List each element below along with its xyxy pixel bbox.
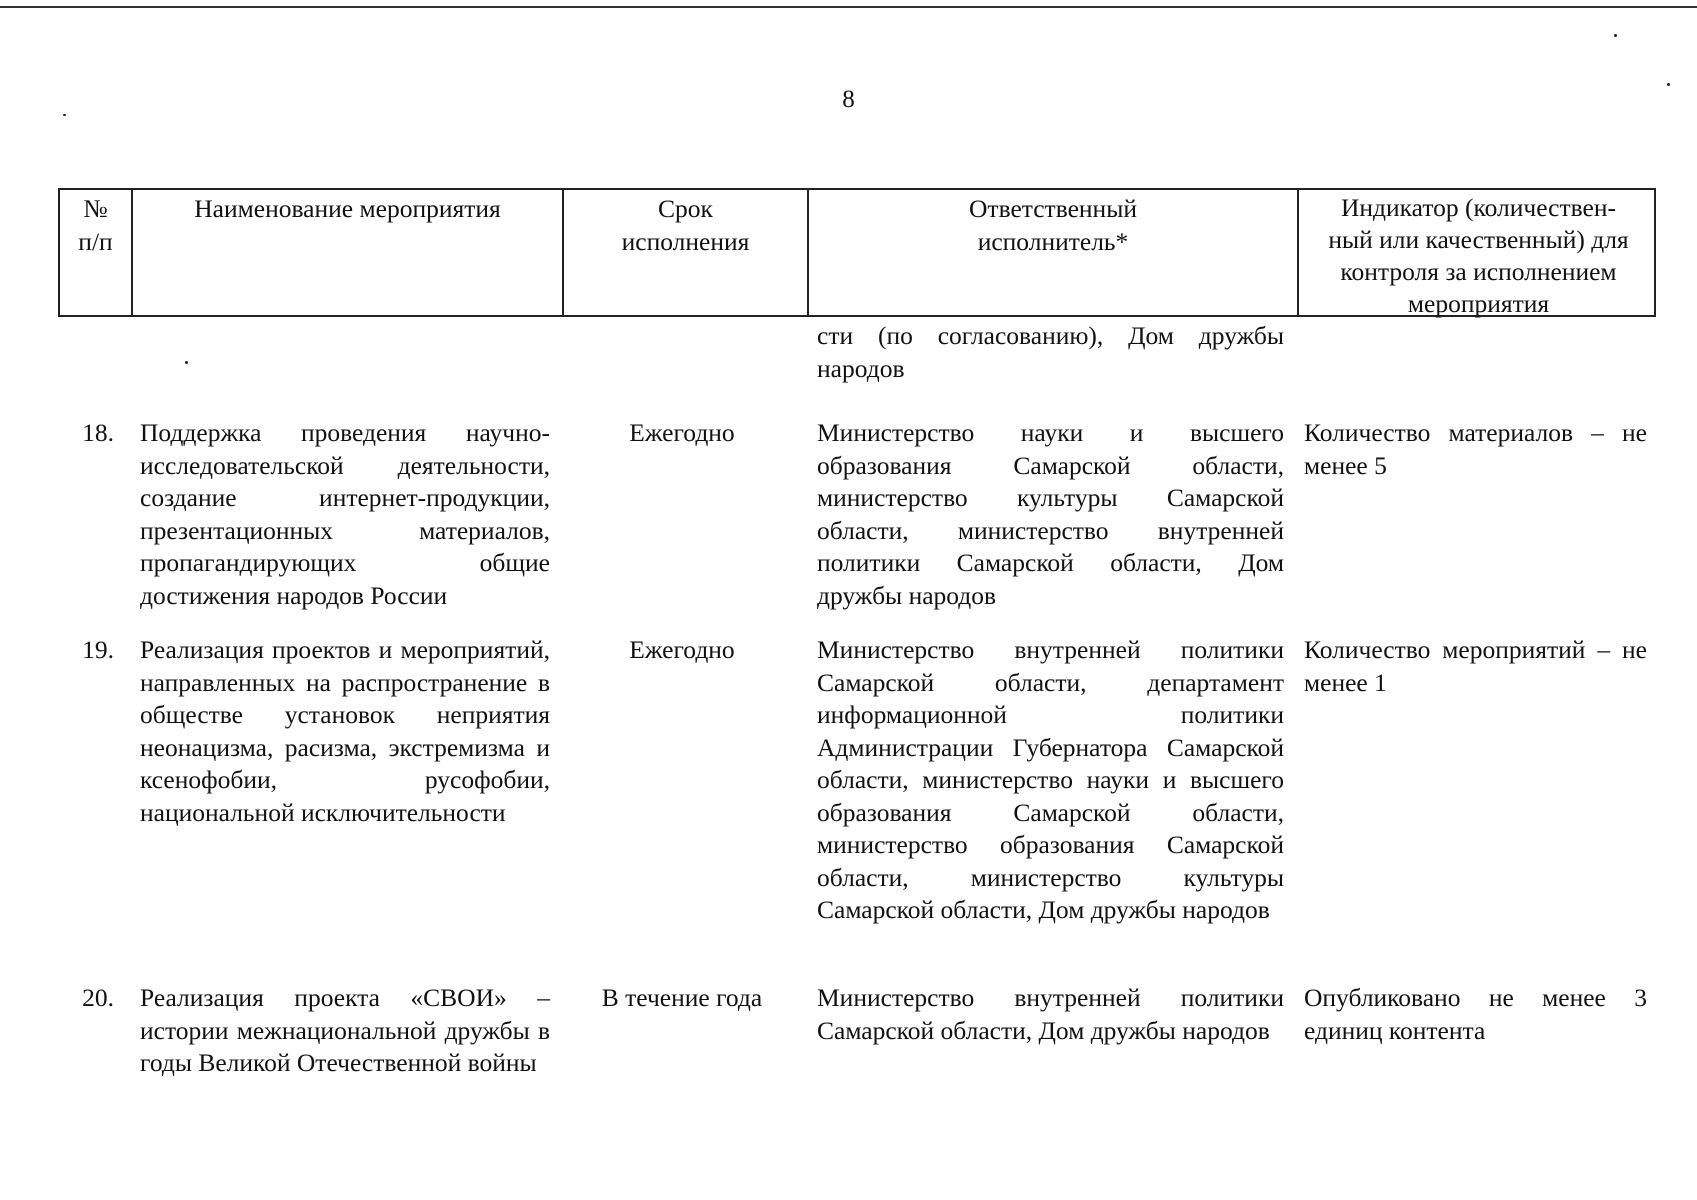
continuation-responsible: сти (по согласованию), Дом дружбы народов: [817, 321, 1284, 383]
header-indicator: Индикатор (количествен- ный или качественный) для контроля за исполнением мероприятия: [1297, 190, 1658, 315]
row-activity-name: Поддержка проведения научно-исследовательской деятельности, создание интернет-продукции, презентационных материалов, пропагандирующих общие достижения народов России: [140, 418, 550, 610]
row-deadline: Ежегодно: [629, 635, 735, 664]
row-activity-name: Реализация проекта «СВОИ» – истории межнациональной дружбы в годы Великой Отечественной войны: [140, 983, 550, 1077]
row-indicator: Количество материалов – не менее 5: [1304, 418, 1647, 480]
row-indicator: Опубликовано не менее 3 единиц контента: [1304, 983, 1647, 1045]
table-header: [58, 188, 1656, 317]
header-responsible: Ответственный исполнитель*: [807, 190, 1297, 315]
row-deadline: Ежегодно: [629, 418, 735, 447]
header-deadline: Срок исполнения: [562, 190, 807, 315]
top-border-line: [0, 6, 1697, 8]
row-number: 18.: [82, 418, 114, 447]
page-number: 8: [842, 86, 855, 113]
header-number: № п/п: [78, 194, 113, 256]
header-activity-name: Наименование мероприятия: [131, 190, 562, 315]
row-responsible: Министерство внутренней политики Самарской области, департамент информационной политики Администрации Губернатора Самарской области, министерство науки и высшего образования Самарской области, министерство образования Самарской области, министерство культуры Самарской области, Дом дружбы народов: [817, 635, 1284, 924]
row-activity-name: Реализация проектов и мероприятий, направленных на распространение в обществе установок неприятия неонацизма, расизма, экстремизма и ксенофобии, русофобии, национальной исключительности: [140, 635, 550, 827]
scan-speck: [185, 361, 188, 364]
row-responsible: Министерство науки и высшего образования Самарской области, министерство культуры Самарской области, министерство внутренней политики Самарской области, Дом дружбы народов: [817, 418, 1284, 610]
scan-speck: [1614, 34, 1617, 37]
row-indicator: Количество мероприятий – не менее 1: [1304, 635, 1647, 697]
row-number: 20.: [82, 983, 114, 1012]
scan-speck: [63, 114, 66, 116]
row-responsible: Министерство внутренней политики Самарской области, Дом дружбы народов: [817, 983, 1284, 1045]
row-number: 19.: [82, 635, 114, 664]
row-deadline: В течение года: [601, 983, 763, 1012]
